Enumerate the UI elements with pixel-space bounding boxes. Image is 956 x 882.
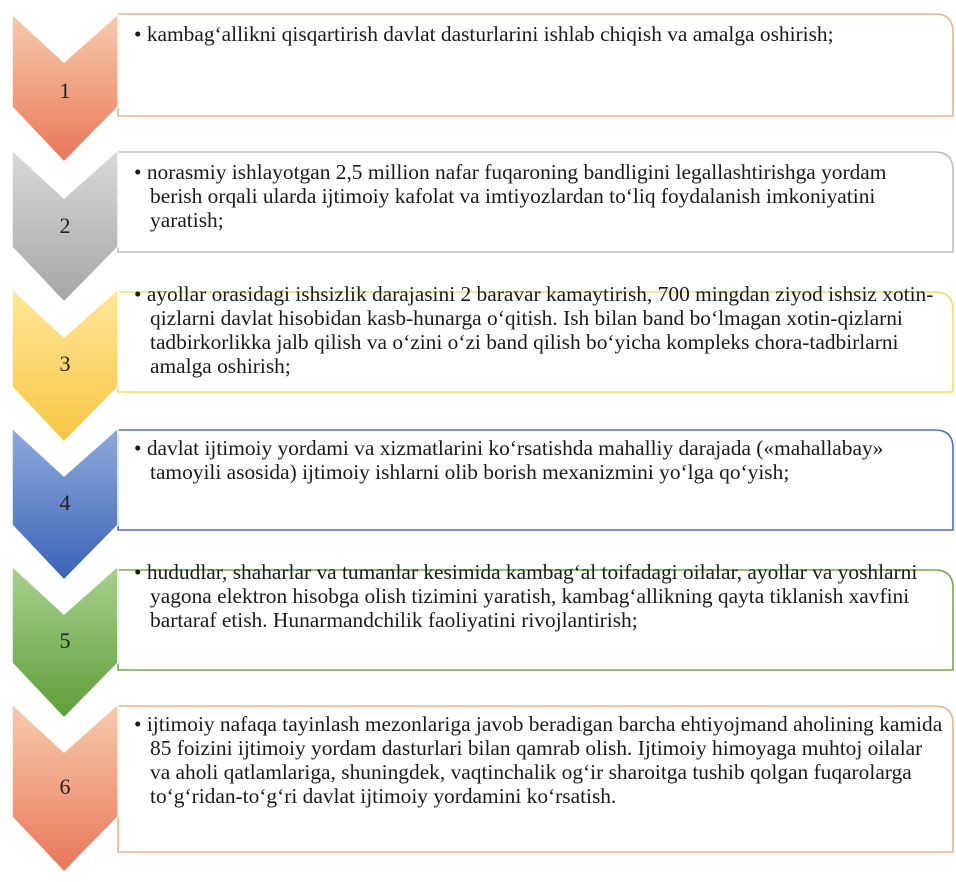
step-text: • hududlar, shaharlar va tumanlar kesimida kambag‘al toifadagi oilalar, ayollar va yoshlarni yagona elektron hisobga olish tizimini yaratish, kambag‘allikning qayta tiklanish xavfini bartaraf etish. Hunarmandchilik faoliyatini rivojlantirish; [134, 560, 918, 632]
step-number: 5 [59, 628, 71, 653]
step-number: 2 [59, 213, 71, 238]
step-text: • kambag‘allikni qisqartirish davlat dasturlarini ishlab chiqish va amalga oshirish; [134, 22, 834, 46]
step-number: 6 [59, 774, 71, 799]
step-text: • norasmiy ishlayotgan 2,5 million nafar fuqaroning bandligini legallashtirishga yordam berish orqali ularda ijtimoiy kafolat va imtiyozlardan to‘liq foydalanish imkoniyatini yaratish; [134, 160, 887, 232]
step-number: 3 [59, 351, 71, 376]
step-text: • ijtimoiy nafaqa tayinlash mezonlariga javob beradigan barcha ehtiyojmand aholining kamida 85 foizini ijtimoiy yordam dasturlari bilan qamrab olish. Ijtimoiy himoyaga muhtoj oilalar va aholi qatlamlariga, shuningdek, vaqtinchalik og‘ir sharoitga tushib qolgan fuqarolarga to‘g‘ridan-to‘g‘ri davlat ijtimoiy yordamini ko‘rsatish. [134, 712, 943, 808]
step-text: • davlat ijtimoiy yordami va xizmatlarini ko‘rsatishda mahalliy darajada («mahallabay» tamoyili asosida) ijtimoiy ishlarni olib borish mexanizmini yo‘lga qo‘yish; [134, 436, 884, 484]
step-number: 4 [59, 490, 71, 515]
step-text: • ayollar orasidagi ishsizlik darajasini 2 baravar kamaytirish, 700 mingdan ziyod ishsiz xotin-qizlarni davlat hisobidan kasb-hunarga o‘qitish. Ish bilan band bo‘lmagan xotin-qizlarni tadbirkorlikka jalb qilish va o‘zini o‘zi band qilish bo‘yicha kompleks chora-tadbirlarni amalga oshirish; [134, 282, 934, 378]
step-number: 1 [59, 78, 71, 103]
